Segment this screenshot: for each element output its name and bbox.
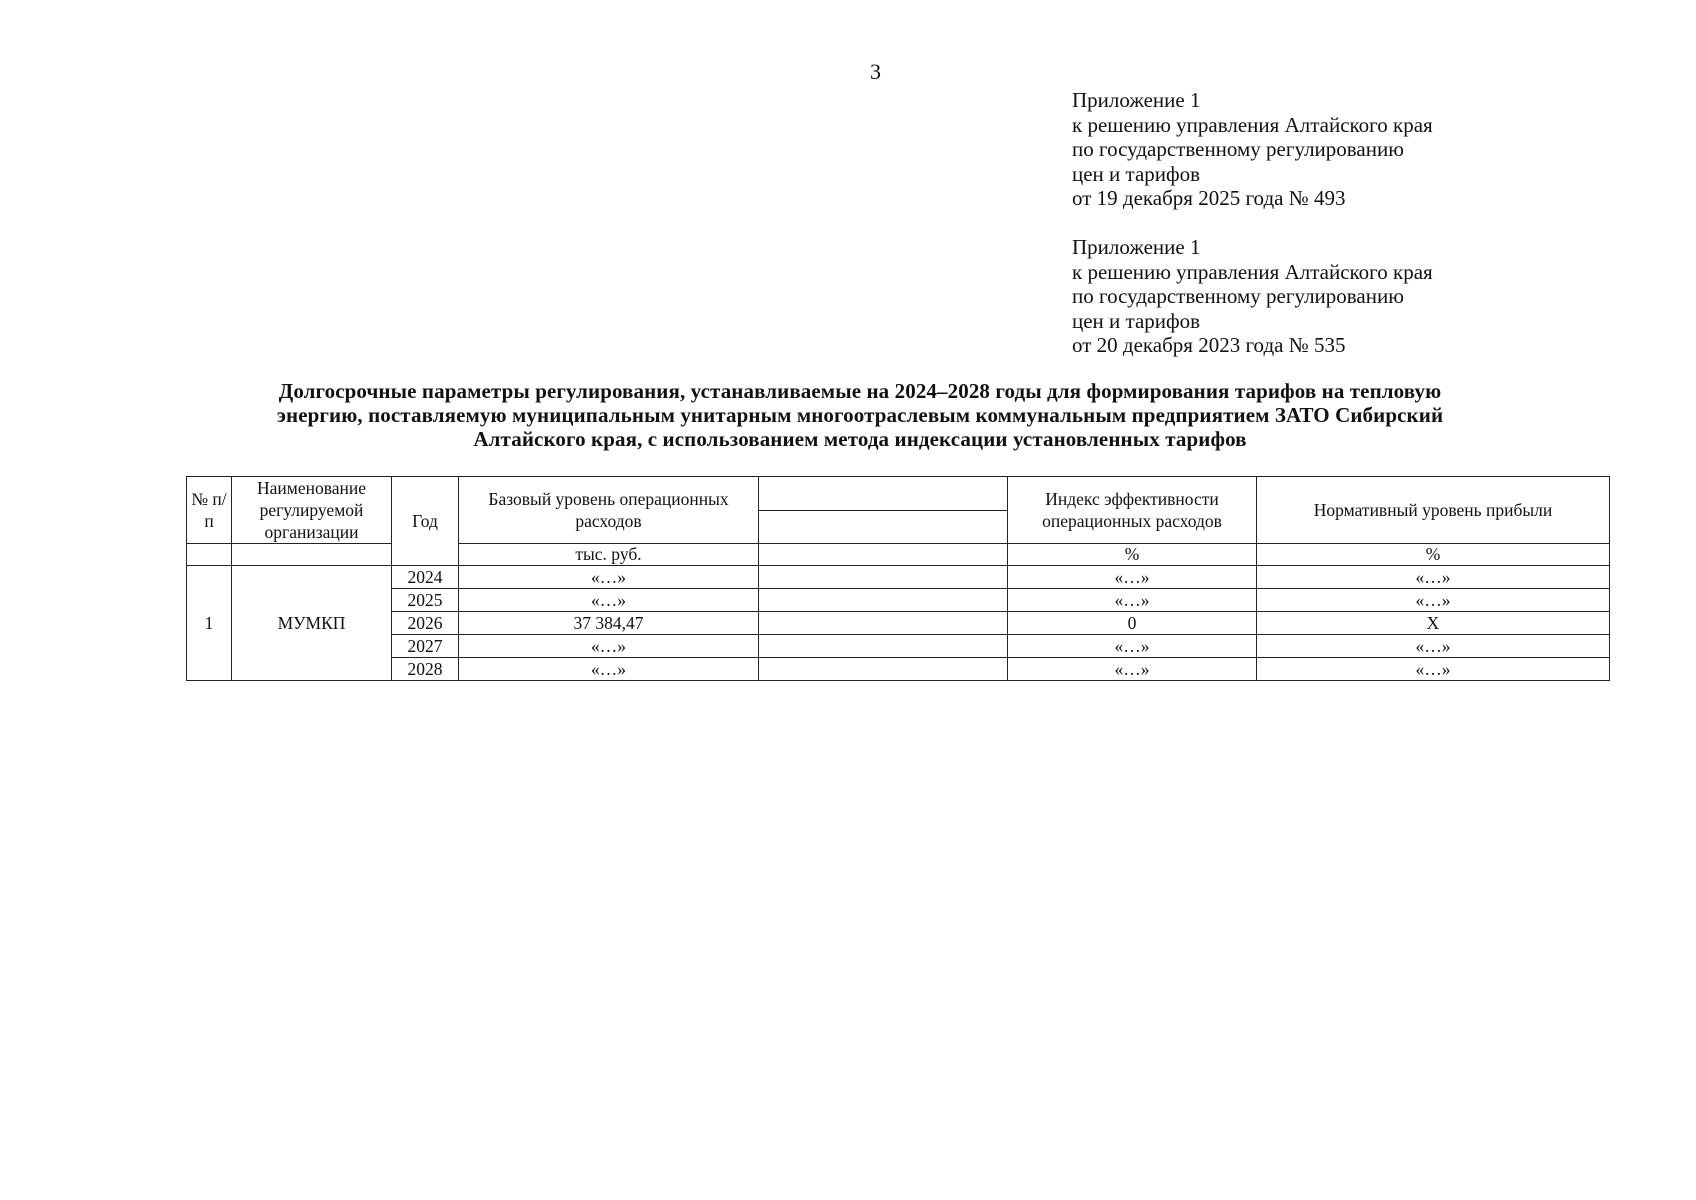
header-number: № п/ п (187, 477, 232, 544)
units-number-cell (187, 544, 232, 566)
annex-line: цен и тарифов (1072, 308, 1201, 333)
efficiency-index-cell: «…» (1008, 635, 1257, 658)
profit-level-cell: «…» (1257, 566, 1610, 589)
header-base-opex: Базовый уровень операционных расходов (459, 477, 759, 544)
header-year: Год (392, 477, 459, 566)
annex-line: цен и тарифов (1072, 161, 1201, 186)
annex-line: от 19 декабря 2025 года № 493 (1072, 186, 1346, 210)
annex-current (1072, 88, 1572, 211)
blank-cell (759, 589, 1008, 612)
title-line: Долгосрочные параметры регулирования, устанавливаемые на 2024–2028 годы для формирования тарифов на тепловую (278, 379, 1442, 403)
annex-line: Приложение 1 (1072, 235, 1201, 259)
header-blank (759, 477, 1008, 511)
efficiency-index-cell: «…» (1008, 566, 1257, 589)
year-cell: 2025 (392, 589, 459, 612)
efficiency-index-cell: «…» (1008, 658, 1257, 681)
annex-line: к решению управления Алтайского края (1072, 112, 1433, 137)
page-number: 3 (870, 59, 881, 84)
header-efficiency-index: Индекс эффективности операционных расходов (1008, 477, 1257, 544)
annex-line: Приложение 1 (1072, 88, 1201, 112)
units-base-opex: тыс. руб. (459, 544, 759, 566)
parameters-table (186, 476, 1610, 681)
profit-level-cell: «…» (1257, 589, 1610, 612)
blank-cell (759, 658, 1008, 681)
annex-previous (1072, 235, 1572, 358)
table-row (187, 612, 1610, 635)
year-cell: 2028 (392, 658, 459, 681)
base-opex-cell: «…» (459, 635, 759, 658)
title-line: энергию, поставляемую муниципальным унитарным многоотраслевым коммунальным предприятием ЗАТО Сибирский (276, 403, 1444, 427)
table-row (187, 635, 1610, 658)
header-blank-sub (759, 510, 1008, 544)
units-efficiency-index: % (1008, 544, 1257, 566)
year-cell: 2026 (392, 612, 459, 635)
organization-name: МУМКП (232, 566, 392, 681)
blank-cell (759, 635, 1008, 658)
table-row (187, 658, 1610, 681)
blank-cell (759, 566, 1008, 589)
annex-line: к решению управления Алтайского края (1072, 259, 1433, 284)
blank-cell (759, 612, 1008, 635)
header-organization: Наименование регулируемой организации (232, 477, 392, 544)
table-row (187, 589, 1610, 612)
annex-line: по государственному регулированию (1072, 137, 1404, 161)
efficiency-index-cell: 0 (1008, 612, 1257, 635)
efficiency-index-cell: «…» (1008, 589, 1257, 612)
annex-line: от 20 декабря 2023 года № 535 (1072, 333, 1346, 357)
base-opex-cell: «…» (459, 658, 759, 681)
document-title (150, 379, 1570, 451)
profit-level-cell: «…» (1257, 658, 1610, 681)
units-blank (759, 544, 1008, 566)
profit-level-cell: Х (1257, 612, 1610, 635)
base-opex-cell: «…» (459, 566, 759, 589)
year-cell: 2024 (392, 566, 459, 589)
table-header-row (187, 477, 1610, 511)
year-cell: 2027 (392, 635, 459, 658)
units-organization-cell (232, 544, 392, 566)
header-profit-level: Нормативный уровень прибыли (1257, 477, 1610, 544)
base-opex-cell: 37 384,47 (459, 612, 759, 635)
row-number: 1 (187, 566, 232, 681)
title-line: Алтайского края, с использованием метода индексации установленных тарифов (473, 427, 1247, 451)
annex-line: по государственному регулированию (1072, 284, 1404, 308)
profit-level-cell: «…» (1257, 635, 1610, 658)
table-row (187, 566, 1610, 589)
base-opex-cell: «…» (459, 589, 759, 612)
units-profit-level: % (1257, 544, 1610, 566)
